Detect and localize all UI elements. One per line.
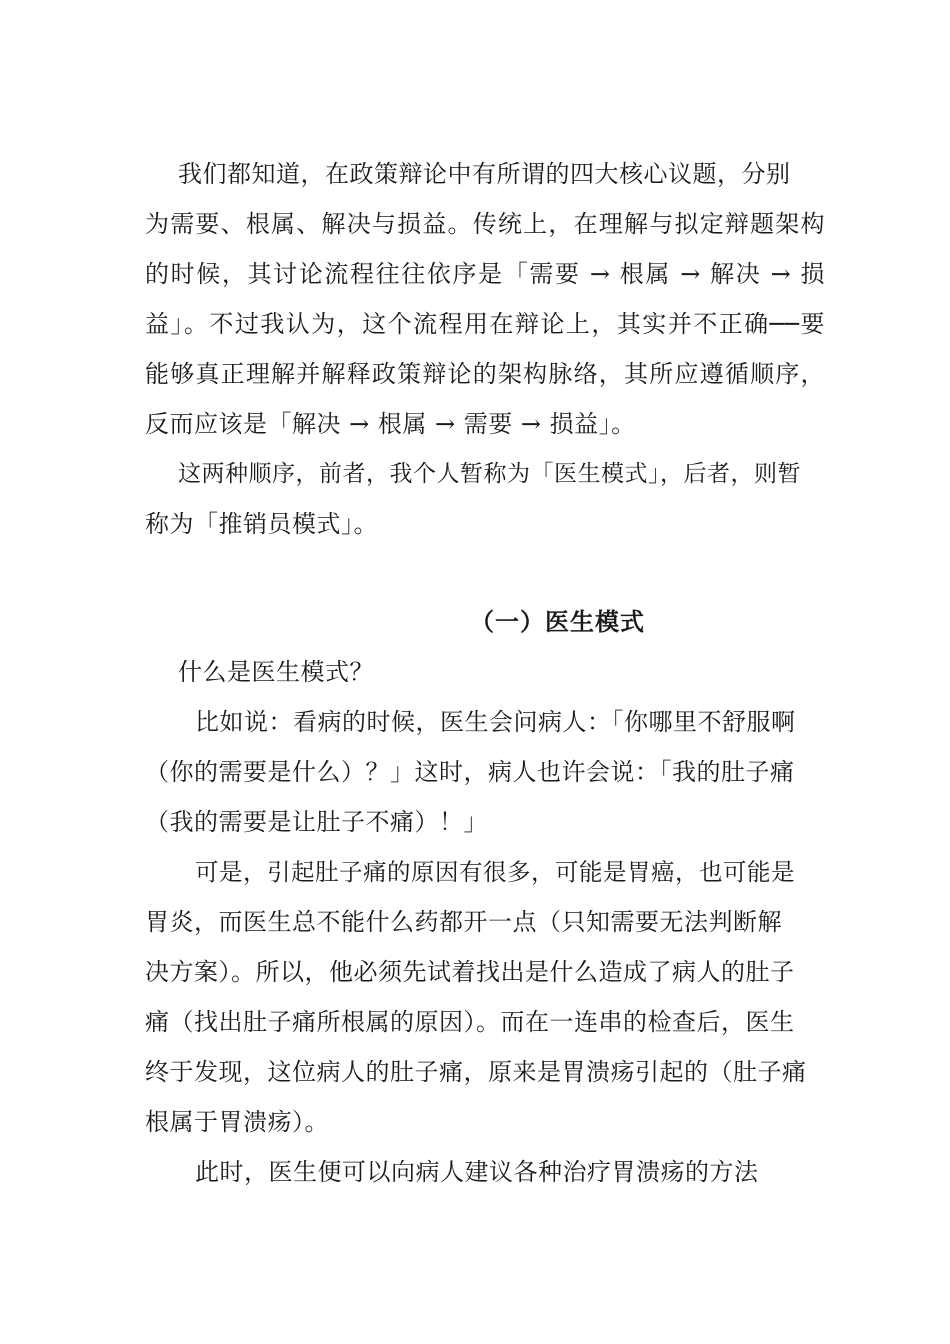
text-line: 根属于胃溃疡）。 [145, 1108, 329, 1136]
text-line: （我的需要是让肚子不痛）！」 [145, 808, 488, 836]
text-line: 终于发现，这位病人的肚子痛，原来是胃溃疡引起的（肚子痛 [145, 1058, 807, 1086]
text-line: 这两种顺序，前者，我个人暂称为「医生模式」，后者，则暂 [178, 461, 801, 487]
text-line: 反而应该是「解决 → 根属 → 需要 → 损益」。 [145, 410, 636, 438]
text-line: 痛（找出肚子痛所根属的原因）。而在一连串的检查后，医生 [145, 1008, 795, 1036]
text-line: 为需要、根属、解决与损益。传统上，在理解与拟定辩题架构 [145, 210, 825, 238]
text-line: 胃炎，而医生总不能什么药都开一点（只知需要无法判断解 [145, 908, 782, 936]
section-heading: （一）医生模式 [470, 607, 645, 636]
text-line: 此时，医生便可以向病人建议各种治疗胃溃疡的方法 [195, 1158, 759, 1186]
question-line: 什么是医生模式？ [178, 658, 374, 686]
text-line: 比如说：看病的时候，医生会问病人：「你哪里不舒服啊 [195, 708, 796, 736]
text-line: 我们都知道，在政策辩论中有所谓的四大核心议题，分别 [178, 160, 791, 188]
text-line: 称为「推销员模式」。 [145, 510, 378, 538]
text-line: 能够真正理解并解释政策辩论的架构脉络，其所应遵循顺序， [145, 360, 825, 388]
text-line: 决方案）。所以，他必须先试着找出是什么造成了病人的肚子 [145, 958, 795, 986]
text-line: （你的需要是什么）？」这时，病人也许会说：「我的肚子痛 [145, 758, 795, 786]
text-line: 可是，引起肚子痛的原因有很多，可能是胃癌，也可能是 [195, 858, 795, 886]
text-line: 益」。不过我认为，这个流程用在辩论上，其实并不正确──要 [145, 310, 825, 338]
text-line: 的时候，其讨论流程往往依序是「需要 → 根属 → 解决 → 损 [145, 260, 825, 288]
